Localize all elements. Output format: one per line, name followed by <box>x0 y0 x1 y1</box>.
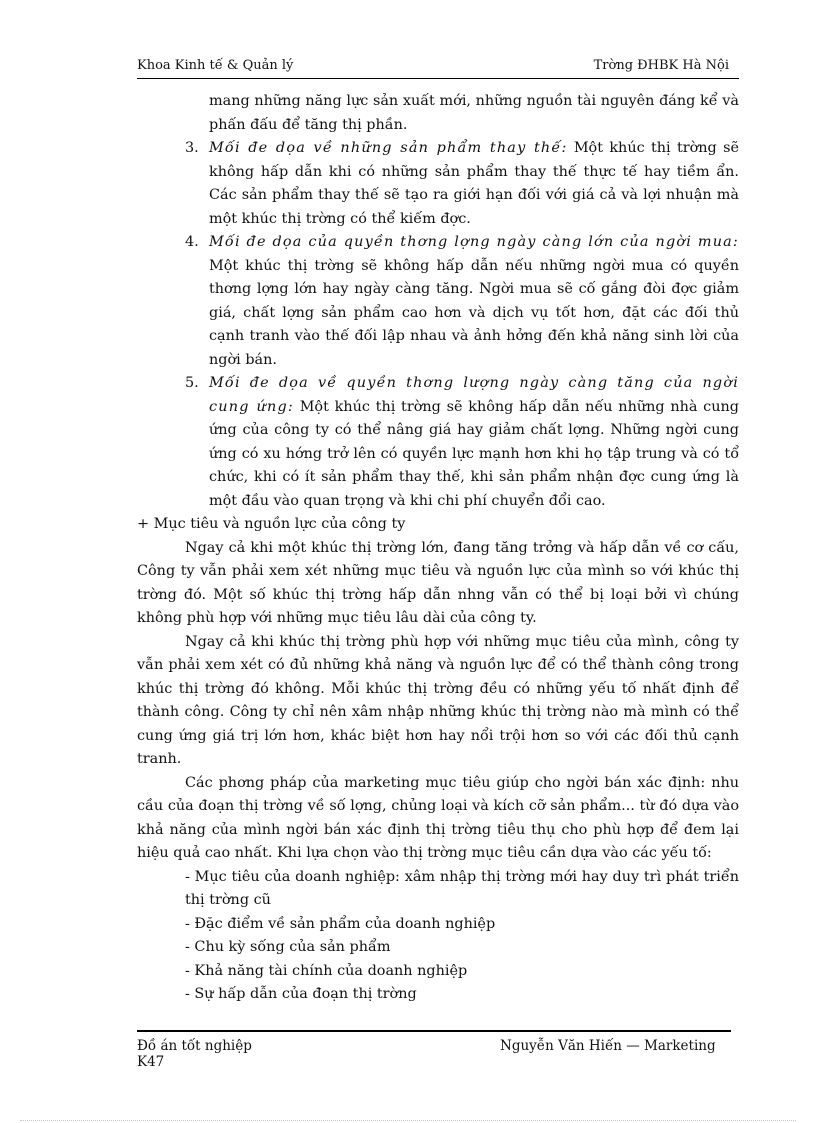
footer-class-label: K47 <box>137 1054 165 1070</box>
bullet-item: - Chu kỳ sống của sản phẩm <box>185 939 391 955</box>
paragraph-3: Các phơng pháp của marketing mục tiêu giúp cho ngời bán xác định: nhu cầu của đoạn thị trờng về số lợng, chủng loại và kích cỡ sản phẩm... từ đó dựa vào khả năng của mình ngời bán xác định thị trờng tiêu thụ cho phù hợp để đem lại hiệu quả cao nhất. Khi lựa chọn vào thị trờng mục tiêu cần dựa vào các yếu tố: <box>137 774 739 861</box>
bullet-item: - Sự hấp dẫn của đoạn thị trờng <box>185 986 417 1002</box>
list-item-title: Mối đe dọa của quyền thơng lợng ngày càng lớn của ngời mua: <box>209 234 739 250</box>
list-item-number: 4. <box>185 234 199 250</box>
header-faculty: Khoa Kinh tế & Quản lý <box>137 58 294 73</box>
footer-divider <box>137 1030 731 1032</box>
list-item-title: Mối đe dọa về quyền thơng lượng ngày càng tăng của ngời cung ứng: <box>209 375 739 415</box>
page-bottom-divider <box>20 1120 796 1121</box>
footer-thesis-label: Đồ án tốt nghiệp <box>137 1038 252 1054</box>
section-heading: + Mục tiêu và nguồn lực của công ty <box>137 516 406 532</box>
list-item-number: 5. <box>185 375 199 391</box>
list-item-text: Một khúc thị trờng sẽ không hấp dẫn khi có những sản phẩm thay thế thực tế hay tiềm ẩn. Các sản phẩm thay thế sẽ tạo ra giới hạn đối với giá cả và lợi nhuận mà một khúc thị trờng có thể kiếm đợc. <box>209 140 739 227</box>
list-item-4 <box>137 231 739 372</box>
list-item-number: 3. <box>185 140 199 156</box>
intro-continuation: mang những năng lực sản xuất mới, những nguồn tài nguyên đáng kể và phấn đấu để tăng thị phần. <box>209 93 739 133</box>
footer-left <box>137 1038 357 1070</box>
header-university: Trờng ĐHBK Hà Nội <box>593 58 729 73</box>
list-item-title: Mối đe dọa về những sản phẩm thay thế: <box>209 140 568 156</box>
list-item-text: Một khúc thị trờng sẽ không hấp dẫn nếu những ngời mua có quyền thơng lợng lớn hay ngày càng tăng. Ngời mua sẽ cố gắng đòi đợc giảm giá, chất lợng sản phẩm cao hơn và dịch vụ tốt hơn, đặt các đối thủ cạnh tranh vào thế đối lập nhau và ảnh hởng đến khả năng sinh lời của ngời bán. <box>209 257 739 368</box>
paragraph-2: Ngay cả khi khúc thị trờng phù hợp với những mục tiêu của mình, công ty vẫn phải xem xét có đủ những khả năng và nguồn lực để có thể thành công trong khúc thị trờng đó không. Mỗi khúc thị trờng đều có những yếu tố nhất định để thành công. Công ty chỉ nên xâm nhập những khúc thị trờng nào mà mình có thể cung ứng giá trị lớn hơn, khác biệt hơn hay nổi trội hơn so với các đối thủ cạnh tranh. <box>137 633 739 767</box>
page-body <box>137 90 739 1007</box>
footer-author: Nguyễn Văn Hiến — Marketing <box>500 1038 716 1054</box>
list-item-text: Một khúc thị trờng sẽ không hấp dẫn nếu những nhà cung ứng của công ty có thể nâng giá hay giảm chất lợng. Những ngời cung ứng có xu hớng trở lên có quyền lực mạnh hơn khi họ tập trung và có tổ chức, khi có ít sản phẩm thay thế, khi sản phẩm nhận đợc cung ứng là một đầu vào quan trọng và khi chi phí chuyển đổi cao. <box>209 398 739 509</box>
bullet-item: - Mục tiêu của doanh nghiệp: xâm nhập thị trờng mới hay duy trì phát triển thị trờng cũ <box>185 868 739 908</box>
list-item-3 <box>137 137 739 231</box>
page-header <box>137 58 739 79</box>
bullet-item: - Khả năng tài chính của doanh nghiệp <box>185 962 468 979</box>
list-item-5 <box>137 372 739 513</box>
paragraph-1: Ngay cả khi một khúc thị trờng lớn, đang tăng trởng và hấp dẫn về cơ cấu, Công ty vẫn phải xem xét những mục tiêu và nguồn lực của mình so với khúc thị trờng đó. Một số khúc thị trờng hấp dẫn nhng vẫn có thể bị loại bởi vì chúng không phù hợp với những mục tiêu lâu dài của công ty. <box>137 539 739 626</box>
bullet-item: - Đặc điểm về sản phẩm của doanh nghiệp <box>185 915 496 932</box>
